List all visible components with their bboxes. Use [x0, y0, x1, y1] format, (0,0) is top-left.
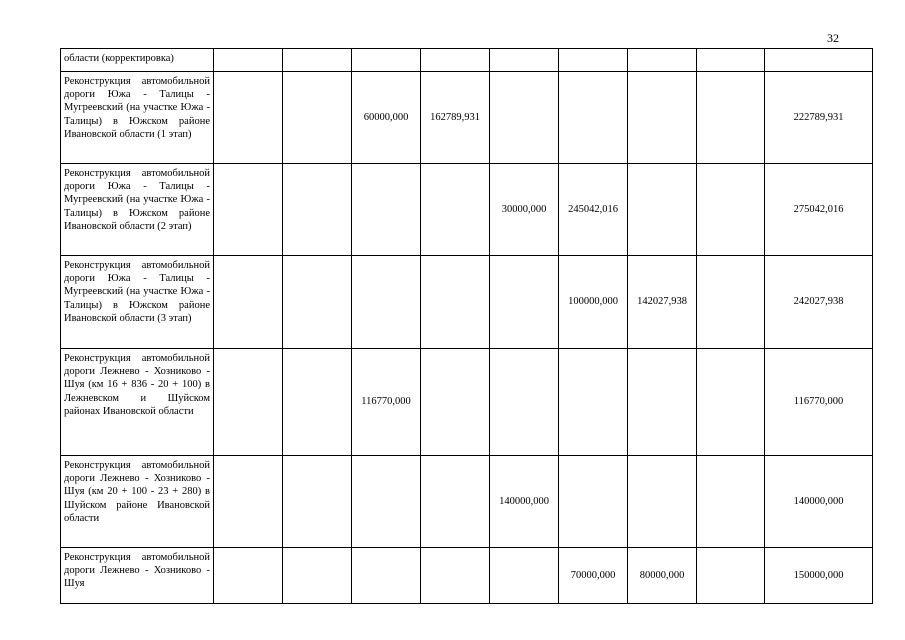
table-row	[61, 72, 873, 164]
table-row	[61, 164, 873, 256]
year-value-cell	[283, 456, 352, 548]
object-name-cell: Реконструкция автомобильной дороги Южа - Талицы - Мугреевский (на участке Южа - Талицы) в Южском районе Ивановской области (1 этап)	[61, 72, 214, 164]
year-value-cell	[352, 256, 421, 349]
year-value-cell	[421, 548, 490, 604]
year-value-cell	[214, 256, 283, 349]
total-value-cell: 140000,000	[765, 456, 873, 548]
total-value-cell: 242027,938	[765, 256, 873, 349]
year-value-cell	[421, 164, 490, 256]
year-value-cell	[559, 349, 628, 456]
object-name-cell: Реконструкция автомобильной дороги Южа - Талицы - Мугреевский (на участке Южа - Талицы) в Южском районе Ивановской области (2 этап)	[61, 164, 214, 256]
year-value-cell	[283, 49, 352, 72]
year-value-cell	[490, 49, 559, 72]
year-value-cell	[490, 256, 559, 349]
total-value-cell: 150000,000	[765, 548, 873, 604]
year-value-cell	[697, 72, 765, 164]
table-row	[61, 456, 873, 548]
page-number: 32	[827, 31, 839, 45]
year-value-cell	[214, 49, 283, 72]
total-value-cell	[765, 49, 873, 72]
year-value-cell: 80000,000	[628, 548, 697, 604]
table-row	[61, 548, 873, 604]
year-value-cell	[559, 456, 628, 548]
year-value-cell	[490, 72, 559, 164]
year-value-cell	[352, 548, 421, 604]
object-name-cell: Реконструкция автомобильной дороги Лежнево - Хозниково - Шуя	[61, 548, 214, 604]
year-value-cell	[421, 349, 490, 456]
year-value-cell	[490, 548, 559, 604]
investment-table	[60, 48, 873, 604]
total-value-cell: 116770,000	[765, 349, 873, 456]
year-value-cell	[628, 72, 697, 164]
year-value-cell: 142027,938	[628, 256, 697, 349]
year-value-cell	[559, 72, 628, 164]
year-value-cell	[283, 164, 352, 256]
table-row	[61, 349, 873, 456]
year-value-cell	[628, 349, 697, 456]
year-value-cell	[352, 49, 421, 72]
table-row	[61, 256, 873, 349]
year-value-cell	[628, 164, 697, 256]
year-value-cell	[283, 548, 352, 604]
year-value-cell	[421, 256, 490, 349]
year-value-cell	[214, 548, 283, 604]
year-value-cell	[283, 72, 352, 164]
year-value-cell	[214, 72, 283, 164]
total-value-cell: 275042,016	[765, 164, 873, 256]
table-row	[61, 49, 873, 72]
year-value-cell	[283, 256, 352, 349]
year-value-cell	[697, 164, 765, 256]
year-value-cell: 100000,000	[559, 256, 628, 349]
year-value-cell: 245042,016	[559, 164, 628, 256]
year-value-cell: 60000,000	[352, 72, 421, 164]
year-value-cell	[697, 349, 765, 456]
year-value-cell	[214, 456, 283, 548]
year-value-cell: 70000,000	[559, 548, 628, 604]
year-value-cell	[628, 456, 697, 548]
year-value-cell	[283, 349, 352, 456]
object-name-cell: Реконструкция автомобильной дороги Южа - Талицы - Мугреевский (на участке Южа - Талицы) в Южском районе Ивановской области (3 этап)	[61, 256, 214, 349]
year-value-cell	[697, 256, 765, 349]
object-name-cell: Реконструкция автомобильной дороги Лежнево - Хозниково - Шуя (км 16 + 836 - 20 + 100) в Лежневском и Шуйском районах Ивановской области	[61, 349, 214, 456]
year-value-cell	[214, 164, 283, 256]
year-value-cell: 30000,000	[490, 164, 559, 256]
year-value-cell	[559, 49, 628, 72]
year-value-cell: 162789,931	[421, 72, 490, 164]
year-value-cell	[214, 349, 283, 456]
year-value-cell	[697, 49, 765, 72]
year-value-cell	[490, 349, 559, 456]
year-value-cell	[421, 49, 490, 72]
year-value-cell	[352, 456, 421, 548]
year-value-cell: 140000,000	[490, 456, 559, 548]
object-name-cell: Реконструкция автомобильной дороги Лежнево - Хозниково - Шуя (км 20 + 100 - 23 + 280) в Шуйском районе Ивановской области	[61, 456, 214, 548]
total-value-cell: 222789,931	[765, 72, 873, 164]
object-name-cell: области (корректировка)	[61, 49, 214, 72]
year-value-cell	[697, 456, 765, 548]
year-value-cell	[421, 456, 490, 548]
year-value-cell	[697, 548, 765, 604]
year-value-cell	[352, 164, 421, 256]
year-value-cell	[628, 49, 697, 72]
year-value-cell: 116770,000	[352, 349, 421, 456]
